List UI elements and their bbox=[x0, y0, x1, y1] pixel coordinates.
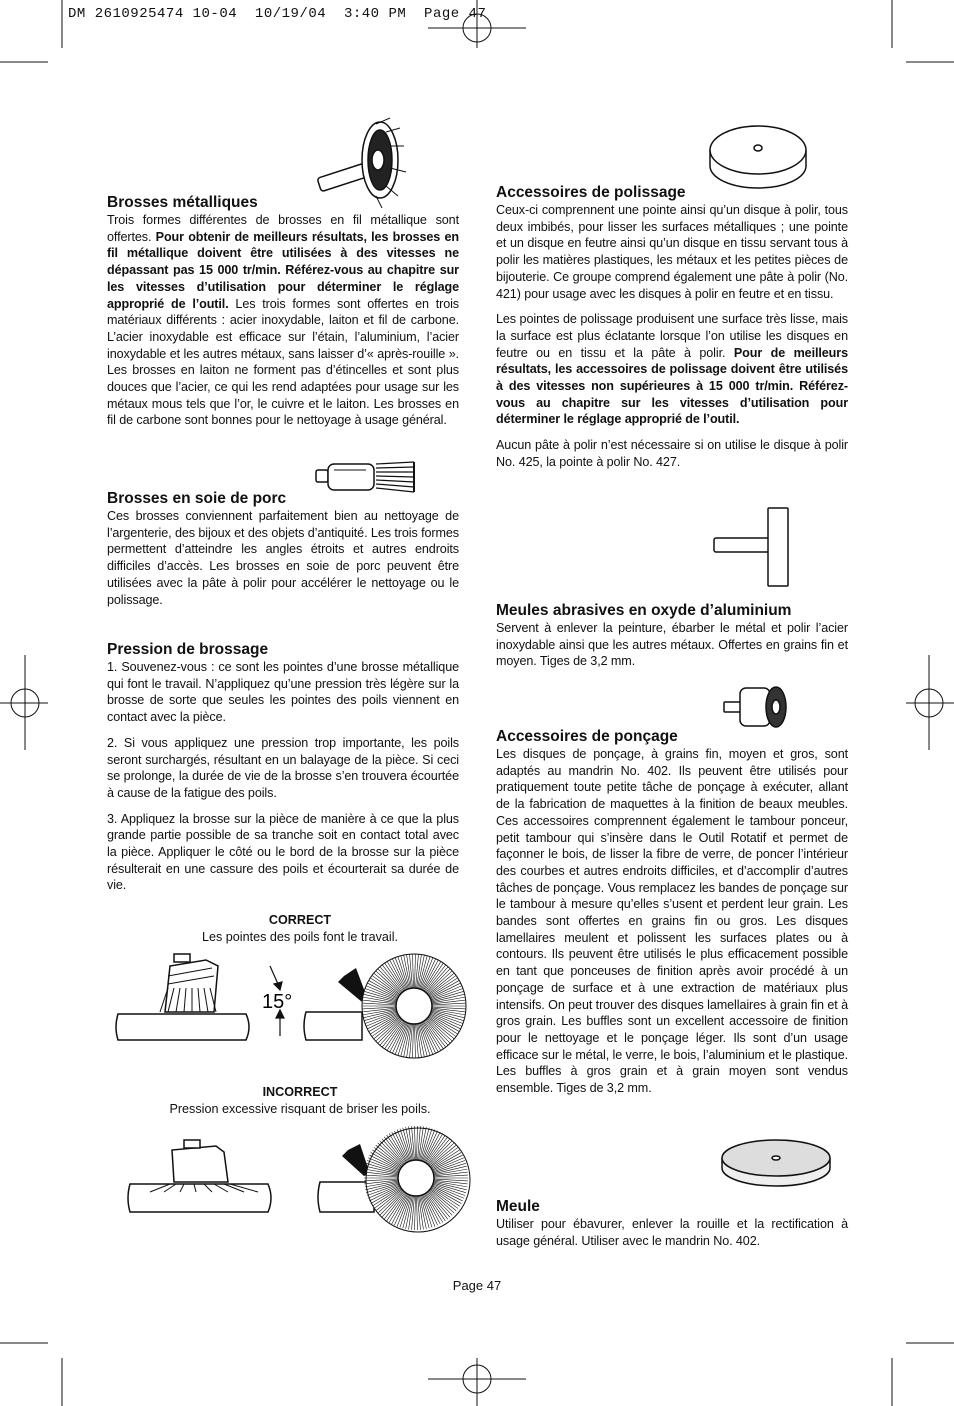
figure-caption: Les pointes des poils font le travail. bbox=[201, 930, 398, 944]
section-title: Accessoires de ponçage bbox=[496, 728, 678, 745]
section-meule bbox=[496, 1198, 848, 1249]
section-pression bbox=[107, 641, 459, 894]
page-number: Page 47 bbox=[452, 1278, 502, 1293]
angle-label: 15° bbox=[262, 991, 293, 1013]
paragraph: Servent à enlever la peinture, ébarber le métal et polir l’acier inoxydable ainsi que les autres métaux. Offertes en grains fin et moyen. Tiges de 3,2 mm. bbox=[496, 621, 848, 669]
paragraph: 2. Si vous appliquez une pression trop importante, les poils seront surchargés, résultant en un balayage de la pièce. Si ceci se prolonge, la durée de vie de la brosse s’en trouvera écourtée à cause de la fatigue des poils. bbox=[107, 735, 459, 800]
section-brosses-soie bbox=[107, 490, 459, 608]
section-title: Pression de brossage bbox=[107, 641, 269, 658]
paragraph: Ceux-ci comprennent une pointe ainsi qu’un disque à polir, tous deux imbibés, pour lisser les surfaces métalliques ; une pointe et un disque en feutre ainsi qu’un disque en tissu servant tous à polir les matières plastiques, les métaux et les petites pièces de bijouterie. Ce groupe comprend également une pâte à polir (No. 421) pour usage avec les disques à polir en feutre et en tissu. bbox=[496, 203, 848, 301]
section-meules-oxyde bbox=[496, 602, 848, 670]
mandrel-illustration bbox=[712, 506, 792, 588]
section-title: Meule bbox=[496, 1198, 540, 1215]
paragraph: 1. Souvenez-vous : ce sont les pointes d’une brosse métallique qui font le travail. N’appliquez qu’une pression très légère sur la brosse de sorte que seules les pointes des poils viennent en contact avec la pièce. bbox=[107, 660, 459, 725]
grinding-stone-illustration bbox=[718, 1136, 836, 1190]
section-brosses-metalliques bbox=[107, 194, 459, 429]
figure-caption-correct bbox=[107, 912, 493, 946]
correct-brush-diagram bbox=[110, 952, 470, 1060]
figure-title: CORRECT bbox=[268, 913, 332, 927]
section-title: Brosses métalliques bbox=[107, 194, 258, 211]
section-title: Meules abrasives en oxyde d’aluminium bbox=[496, 602, 792, 619]
print-header: DM 2610925474 10-04 10/19/04 3:40 PM Page 47 bbox=[68, 6, 487, 22]
paragraph: 3. Appliquez la brosse sur la pièce de manière à ce que la plus grande partie possible de sa tranche soit en contact total avec la pièce. Appliquer le côté ou le bord de la brosse sur la pièce résulterait en une cassure des poils et écourterait sa durée de vie. bbox=[107, 811, 459, 893]
section-polissage bbox=[496, 184, 848, 471]
paragraph: Trois formes différentes de brosses en fil métallique sont offertes. Pour obtenir de meilleurs résultats, les brosses en fil métallique doivent être utilisées à des vitesses ne dépassant pas 15 000 tr/min. Référez-vous au chapitre sur les vitesses d’utilisation pour déterminer le réglage approprié de l’outil. Les trois formes sont offertes en trois matériaux différents : acier inoxydable, laiton et fil de carbone. L’acier inoxydable est efficace sur l’étain, l’aluminium, l’acier inoxydable et les autres métaux, sans laisser d’« après-rouille ». Les brosses en laiton ne forment pas d’étincelles et sont plus douces que l’acier, ce qui les rend adaptées pour usage sur les métaux mous tels que l’or, le cuivre et le laiton. Les brosses en fil de carbone sont bonnes pour le nettoyage à usage général. bbox=[107, 213, 459, 428]
figure-caption: Pression excessive risquant de briser les poils. bbox=[169, 1102, 431, 1116]
section-title: Accessoires de polissage bbox=[496, 184, 686, 201]
paragraph: Ces brosses conviennent parfaitement bien au nettoyage de l’argenterie, des bijoux et des objets d’antiquité. Les trois formes permettent d’atteindre les angles étroits et autres endroits difficiles d’accès. Les brosses en soie de porc peuvent être utilisées avec la pâte à polir pour accélérer le nettoyage ou le polissage. bbox=[107, 509, 459, 607]
aluminum-oxide-wheel-illustration bbox=[722, 684, 792, 730]
incorrect-brush-diagram bbox=[124, 1136, 476, 1224]
felt-polishing-disc-illustration bbox=[706, 120, 810, 194]
paragraph: Les pointes de polissage produisent une surface très lisse, mais la surface est plus éclatante lorsque l’on utilise les disques en feutre ou en tissu et la pâte à polir. Pour de meilleurs résultats, les accessoires de polissage doivent être utilisés à des vitesses non supérieures à 15 000 tr/min. Référez-vous au chapitre sur les vitesses d’utilisation pour déterminer le réglage approprié de l’outil. bbox=[496, 312, 848, 427]
paragraph: Utiliser pour ébavurer, enlever la rouille et la rectification à usage général. Utiliser avec le mandrin No. 402. bbox=[496, 1217, 848, 1248]
figure-title: INCORRECT bbox=[262, 1085, 338, 1099]
figure-caption-incorrect bbox=[107, 1084, 493, 1118]
section-title: Brosses en soie de porc bbox=[107, 490, 287, 507]
paragraph: Aucun pâte à polir n’est nécessaire si on utilise le disque à polir No. 425, la pointe à polir No. 427. bbox=[496, 438, 848, 469]
section-poncage bbox=[496, 728, 848, 1097]
paragraph: Les disques de ponçage, à grains fin, moyen et gros, sont adaptés au mandrin No. 402. Ils peuvent être utilisés pour pratiquement toute petite tâche de ponçage à exécuter, allant de la fabrication de maquettes à la finition de beaux meubles. Ces accessoires comprennent également le tambour ponceur, petit tambour qui s’insère dans le Outil Rotatif et permet de façonner le bois, de lisser la fibre de verre, de poncer l’intérieur des courbes et autres endroits difficiles, et d’accomplir d’autres tâches de ponçage. Vous remplacez les bandes de ponçage sur le tambour à mesure qu’elles s’usent et perdent leur grain. Les bandes sont offertes en grains fin ou gros. Les disques lamellaires meulent et polissent les surfaces plates ou à contours. Ils peuvent être utilisés le plus efficacement possible en tant que ponceuses de finition après avoir procédé à un ponçage de surface et à une extraction de matériaux plus intensifs. On peut trouver des disques lamellaires à grain fin et à gros grain. Les buffles sont un excellent accessoire de finition pour le nettoyage et le ponçage léger. Ils sont d’un usage efficace sur le métal, le verre, le bois, l’aluminium et le plastique. Les buffles à gros grain et à grain moyen sont vendus ensemble. Tiges de 3,2 mm. bbox=[496, 747, 848, 1096]
